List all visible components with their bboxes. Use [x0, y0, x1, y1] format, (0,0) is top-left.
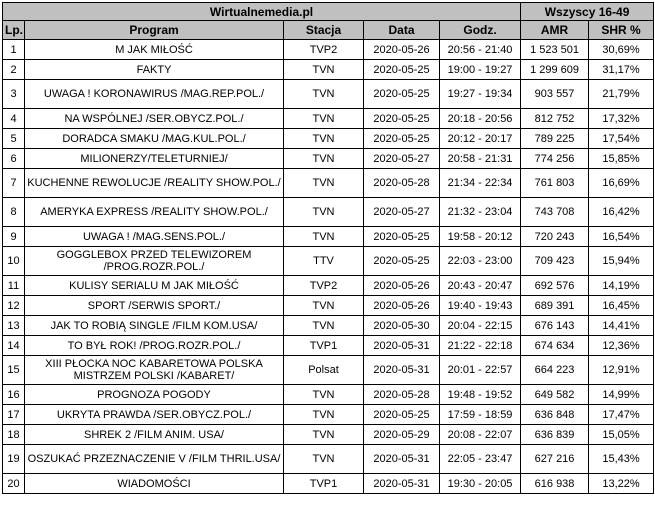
cell-stacja: TVP2: [284, 40, 364, 60]
cell-lp: 18: [3, 425, 25, 445]
col-header-lp: Lp.: [3, 21, 25, 40]
col-header-stacja: Stacja: [284, 21, 364, 40]
cell-amr: 709 423: [521, 247, 589, 276]
cell-data: 2020-05-25: [364, 80, 440, 109]
cell-amr: 812 752: [521, 109, 589, 129]
cell-godz: 19:27 - 19:34: [440, 80, 521, 109]
cell-amr: 743 708: [521, 198, 589, 227]
cell-data: 2020-05-27: [364, 149, 440, 169]
cell-shr: 15,43%: [589, 445, 654, 474]
cell-stacja: TVP1: [284, 336, 364, 356]
cell-stacja: Polsat: [284, 356, 364, 385]
cell-data: 2020-05-26: [364, 40, 440, 60]
cell-lp: 2: [3, 60, 25, 80]
cell-lp: 4: [3, 109, 25, 129]
cell-stacja: TVN: [284, 316, 364, 336]
cell-godz: 20:43 - 20:47: [440, 276, 521, 296]
cell-godz: 20:08 - 22:07: [440, 425, 521, 445]
cell-lp: 1: [3, 40, 25, 60]
table-row: [3, 316, 654, 336]
cell-data: 2020-05-28: [364, 385, 440, 405]
cell-stacja: TVP1: [284, 474, 364, 494]
cell-lp: 5: [3, 129, 25, 149]
cell-amr: 636 848: [521, 405, 589, 425]
cell-shr: 15,94%: [589, 247, 654, 276]
cell-program: XIII PŁOCKA NOC KABARETOWA POLSKA MISTRZEM POLSKI /KABARET/: [25, 356, 284, 385]
cell-stacja: TVP2: [284, 276, 364, 296]
cell-program: PROGNOZA POGODY: [25, 385, 284, 405]
cell-amr: 903 557: [521, 80, 589, 109]
cell-program: KULISY SERIALU M JAK MIŁOŚĆ: [25, 276, 284, 296]
cell-program: UWAGA ! /MAG.SENS.POL./: [25, 227, 284, 247]
cell-shr: 14,19%: [589, 276, 654, 296]
cell-godz: 20:12 - 20:17: [440, 129, 521, 149]
cell-stacja: TVN: [284, 109, 364, 129]
cell-program: NA WSPÓLNEJ /SER.OBYCZ.POL./: [25, 109, 284, 129]
cell-lp: 19: [3, 445, 25, 474]
source-header: Wirtualnemedia.pl: [3, 3, 521, 21]
cell-godz: 20:58 - 21:31: [440, 149, 521, 169]
cell-shr: 17,32%: [589, 109, 654, 129]
cell-lp: 14: [3, 336, 25, 356]
col-header-program: Program: [25, 21, 284, 40]
cell-godz: 19:30 - 20:05: [440, 474, 521, 494]
table-row: [3, 425, 654, 445]
cell-program: UKRYTA PRAWDA /SER.OBYCZ.POL./: [25, 405, 284, 425]
col-header-amr: AMR: [521, 21, 589, 40]
cell-shr: 13,22%: [589, 474, 654, 494]
cell-stacja: TVN: [284, 425, 364, 445]
table-row: [3, 247, 654, 276]
cell-data: 2020-05-28: [364, 169, 440, 198]
cell-program: UWAGA ! KORONAWIRUS /MAG.REP.POL./: [25, 80, 284, 109]
cell-amr: 616 938: [521, 474, 589, 494]
table-row: [3, 405, 654, 425]
cell-amr: 761 803: [521, 169, 589, 198]
cell-program: MILIONERZY/TELETURNIEJ/: [25, 149, 284, 169]
cell-data: 2020-05-25: [364, 227, 440, 247]
cell-stacja: TTV: [284, 247, 364, 276]
cell-stacja: TVN: [284, 227, 364, 247]
col-header-shr: SHR %: [589, 21, 654, 40]
table-row: [3, 60, 654, 80]
table-row: [3, 276, 654, 296]
cell-amr: 627 216: [521, 445, 589, 474]
cell-amr: 664 223: [521, 356, 589, 385]
cell-amr: 1 299 609: [521, 60, 589, 80]
cell-data: 2020-05-31: [364, 474, 440, 494]
cell-program: M JAK MIŁOŚĆ: [25, 40, 284, 60]
cell-amr: 689 391: [521, 296, 589, 316]
cell-amr: 649 582: [521, 385, 589, 405]
cell-stacja: TVN: [284, 198, 364, 227]
cell-lp: 20: [3, 474, 25, 494]
cell-shr: 14,41%: [589, 316, 654, 336]
cell-data: 2020-05-30: [364, 316, 440, 336]
cell-data: 2020-05-25: [364, 405, 440, 425]
cell-godz: 20:04 - 22:15: [440, 316, 521, 336]
cell-shr: 21,79%: [589, 80, 654, 109]
cell-lp: 17: [3, 405, 25, 425]
cell-lp: 15: [3, 356, 25, 385]
cell-lp: 3: [3, 80, 25, 109]
cell-data: 2020-05-26: [364, 276, 440, 296]
table-row: [3, 109, 654, 129]
cell-shr: 16,45%: [589, 296, 654, 316]
cell-godz: 19:48 - 19:52: [440, 385, 521, 405]
cell-program: AMERYKA EXPRESS /REALITY SHOW.POL./: [25, 198, 284, 227]
cell-lp: 9: [3, 227, 25, 247]
table-row: [3, 296, 654, 316]
cell-amr: 1 523 501: [521, 40, 589, 60]
cell-godz: 21:22 - 22:18: [440, 336, 521, 356]
cell-godz: 21:34 - 22:34: [440, 169, 521, 198]
cell-godz: 20:56 - 21:40: [440, 40, 521, 60]
cell-godz: 20:18 - 20:56: [440, 109, 521, 129]
cell-amr: 674 634: [521, 336, 589, 356]
cell-data: 2020-05-27: [364, 198, 440, 227]
table-row: [3, 169, 654, 198]
cell-data: 2020-05-31: [364, 445, 440, 474]
cell-program: FAKTY: [25, 60, 284, 80]
table-row: [3, 385, 654, 405]
cell-data: 2020-05-26: [364, 296, 440, 316]
cell-stacja: TVN: [284, 405, 364, 425]
cell-shr: 16,69%: [589, 169, 654, 198]
cell-godz: 17:59 - 18:59: [440, 405, 521, 425]
cell-program: TO BYŁ ROK! /PROG.ROZR.POL./: [25, 336, 284, 356]
table-row: [3, 80, 654, 109]
cell-shr: 30,69%: [589, 40, 654, 60]
cell-program: DORADCA SMAKU /MAG.KUL.POL./: [25, 129, 284, 149]
cell-shr: 16,54%: [589, 227, 654, 247]
cell-amr: 636 839: [521, 425, 589, 445]
cell-stacja: TVN: [284, 129, 364, 149]
cell-shr: 17,47%: [589, 405, 654, 425]
cell-program: SHREK 2 /FILM ANIM. USA/: [25, 425, 284, 445]
cell-stacja: TVN: [284, 296, 364, 316]
cell-godz: 21:32 - 23:04: [440, 198, 521, 227]
table-row: [3, 474, 654, 494]
cell-data: 2020-05-25: [364, 247, 440, 276]
cell-lp: 11: [3, 276, 25, 296]
cell-amr: 720 243: [521, 227, 589, 247]
cell-data: 2020-05-31: [364, 336, 440, 356]
cell-program: KUCHENNE REWOLUCJE /REALITY SHOW.POL./: [25, 169, 284, 198]
cell-lp: 7: [3, 169, 25, 198]
target-group-header: Wszyscy 16-49: [521, 3, 654, 21]
cell-data: 2020-05-25: [364, 129, 440, 149]
cell-lp: 13: [3, 316, 25, 336]
col-header-data: Data: [364, 21, 440, 40]
table-row: [3, 336, 654, 356]
cell-godz: 20:01 - 22:57: [440, 356, 521, 385]
cell-lp: 16: [3, 385, 25, 405]
cell-amr: 692 576: [521, 276, 589, 296]
cell-stacja: TVN: [284, 445, 364, 474]
cell-stacja: TVN: [284, 80, 364, 109]
cell-lp: 12: [3, 296, 25, 316]
cell-shr: 15,85%: [589, 149, 654, 169]
cell-shr: 12,36%: [589, 336, 654, 356]
cell-data: 2020-05-31: [364, 356, 440, 385]
table-row: [3, 445, 654, 474]
cell-program: OSZUKAĆ PRZEZNACZENIE V /FILM THRIL.USA/: [25, 445, 284, 474]
cell-stacja: TVN: [284, 385, 364, 405]
ratings-table: [2, 2, 654, 494]
table-row: [3, 227, 654, 247]
col-header-godz: Godz.: [440, 21, 521, 40]
cell-stacja: TVN: [284, 60, 364, 80]
cell-godz: 22:05 - 23:47: [440, 445, 521, 474]
table-row: [3, 356, 654, 385]
cell-godz: 19:40 - 19:43: [440, 296, 521, 316]
cell-program: GOGGLEBOX PRZED TELEWIZOREM /PROG.ROZR.POL./: [25, 247, 284, 276]
cell-stacja: TVN: [284, 169, 364, 198]
cell-data: 2020-05-29: [364, 425, 440, 445]
table-row: [3, 198, 654, 227]
cell-data: 2020-05-25: [364, 60, 440, 80]
cell-shr: 14,99%: [589, 385, 654, 405]
cell-shr: 17,54%: [589, 129, 654, 149]
table-row: [3, 149, 654, 169]
table-row: [3, 40, 654, 60]
cell-godz: 19:58 - 20:12: [440, 227, 521, 247]
cell-stacja: TVN: [284, 149, 364, 169]
cell-lp: 6: [3, 149, 25, 169]
table-row: [3, 129, 654, 149]
cell-amr: 789 225: [521, 129, 589, 149]
cell-program: JAK TO ROBIĄ SINGLE /FILM KOM.USA/: [25, 316, 284, 336]
cell-godz: 19:00 - 19:27: [440, 60, 521, 80]
cell-program: SPORT /SERWIS SPORT./: [25, 296, 284, 316]
cell-amr: 676 143: [521, 316, 589, 336]
cell-shr: 16,42%: [589, 198, 654, 227]
cell-amr: 774 256: [521, 149, 589, 169]
cell-lp: 8: [3, 198, 25, 227]
cell-shr: 31,17%: [589, 60, 654, 80]
cell-godz: 22:03 - 23:00: [440, 247, 521, 276]
cell-shr: 12,91%: [589, 356, 654, 385]
cell-shr: 15,05%: [589, 425, 654, 445]
cell-program: WIADOMOŚCI: [25, 474, 284, 494]
cell-data: 2020-05-25: [364, 109, 440, 129]
cell-lp: 10: [3, 247, 25, 276]
